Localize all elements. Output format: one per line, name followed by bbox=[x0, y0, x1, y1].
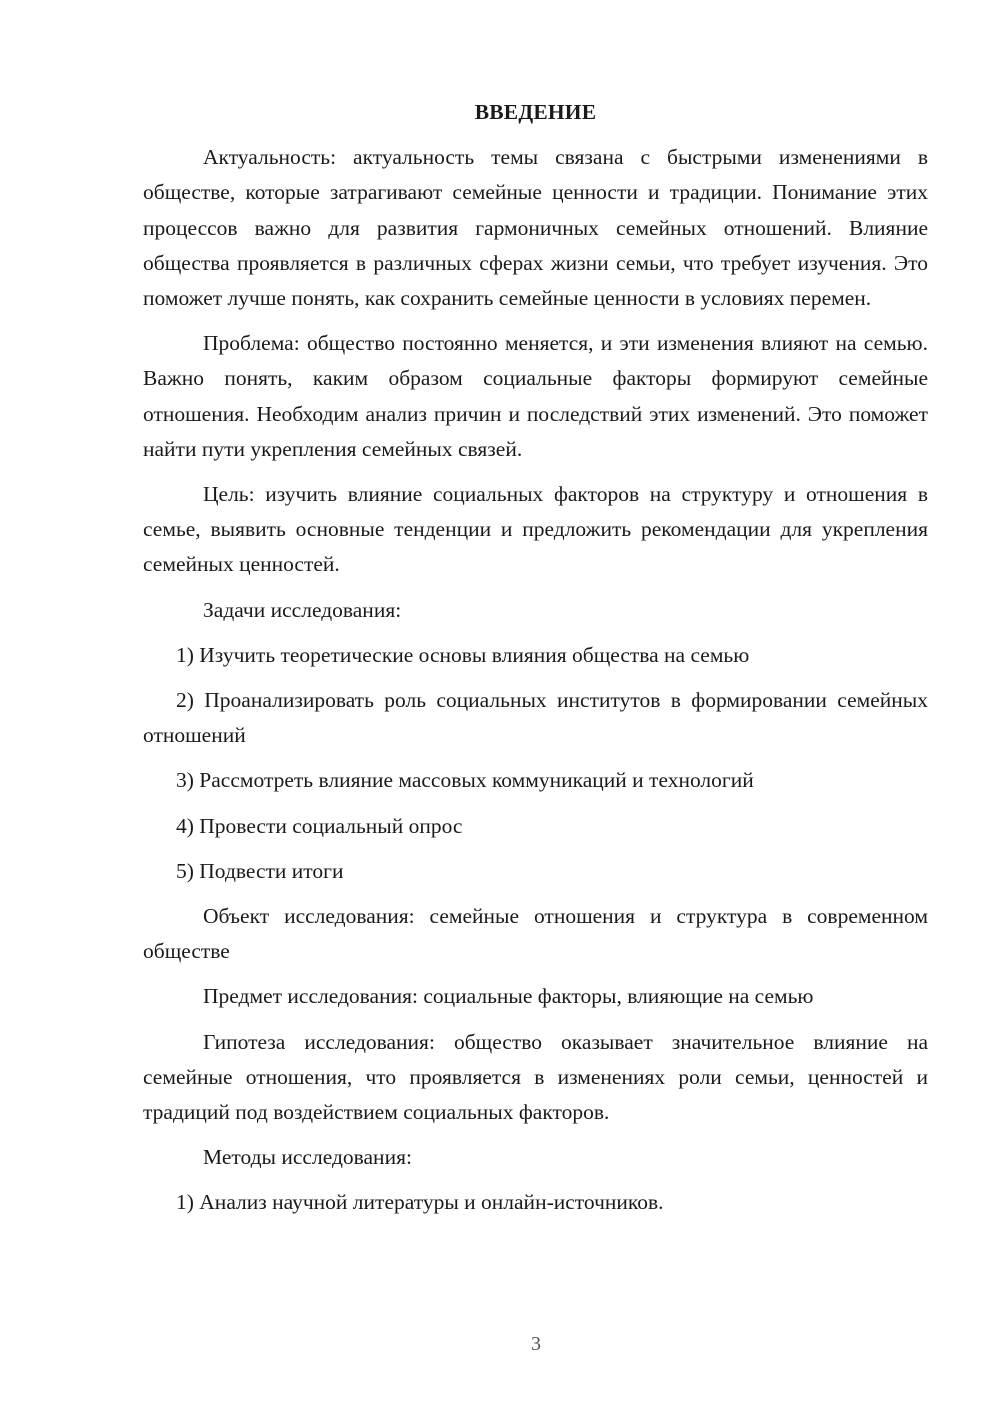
task-item-1: 1) Изучить теоретические основы влияния общества на семью bbox=[176, 642, 750, 667]
task-item-5: 5) Подвести итоги bbox=[176, 858, 344, 883]
task-item-3: 3) Рассмотреть влияние массовых коммуникаций и технологий bbox=[176, 768, 754, 793]
object-paragraph: Объект исследования: семейные отношения и структура в современном обществе bbox=[143, 904, 928, 964]
problem-paragraph: Проблема: общество постоянно меняется, и эти изменения влияют на семью. Важно понять, каким образом социальные факторы формируют семейные отношения. Необходим анализ причин и последствий этих изменений. Это поможет найти пути укрепления семейных связей. bbox=[143, 331, 928, 461]
methods-title: Методы исследования: bbox=[203, 1145, 412, 1170]
subject-paragraph: Предмет исследования: социальные факторы, влияющие на семью bbox=[203, 984, 814, 1009]
section-heading: ВВЕДЕНИЕ bbox=[474, 100, 597, 124]
hypothesis-paragraph: Гипотеза исследования: общество оказывает значительное влияние на семейные отношения, что проявляется в изменениях роли семьи, ценностей и традиций под воздействием социальных факторов. bbox=[143, 1029, 928, 1125]
tasks-title: Задачи исследования: bbox=[203, 597, 402, 622]
page-number: 3 bbox=[531, 1333, 541, 1355]
goal-paragraph: Цель: изучить влияние социальных факторов на структуру и отношения в семье, выявить основные тенденции и предложить рекомендации для укрепления семейных ценностей. bbox=[143, 482, 928, 577]
relevance-paragraph: Актуальность: актуальность темы связана с быстрыми изменениями в обществе, которые затрагивают семейные ценности и традиции. Понимание этих процессов важно для развития гармоничных семейных отношений. Влияние общества проявляется в различных сферах жизни семьи, что требует изучения. Это поможет лучше понять, как сохранить семейные ценности в условиях перемен. bbox=[143, 145, 928, 311]
page-content bbox=[143, 95, 928, 1231]
method-item-1: 1) Анализ научной литературы и онлайн-источников. bbox=[176, 1190, 664, 1215]
task-item-2: 2) Проанализировать роль социальных институтов в формировании семейных отношений bbox=[143, 688, 928, 748]
task-item-4: 4) Провести социальный опрос bbox=[176, 813, 463, 838]
